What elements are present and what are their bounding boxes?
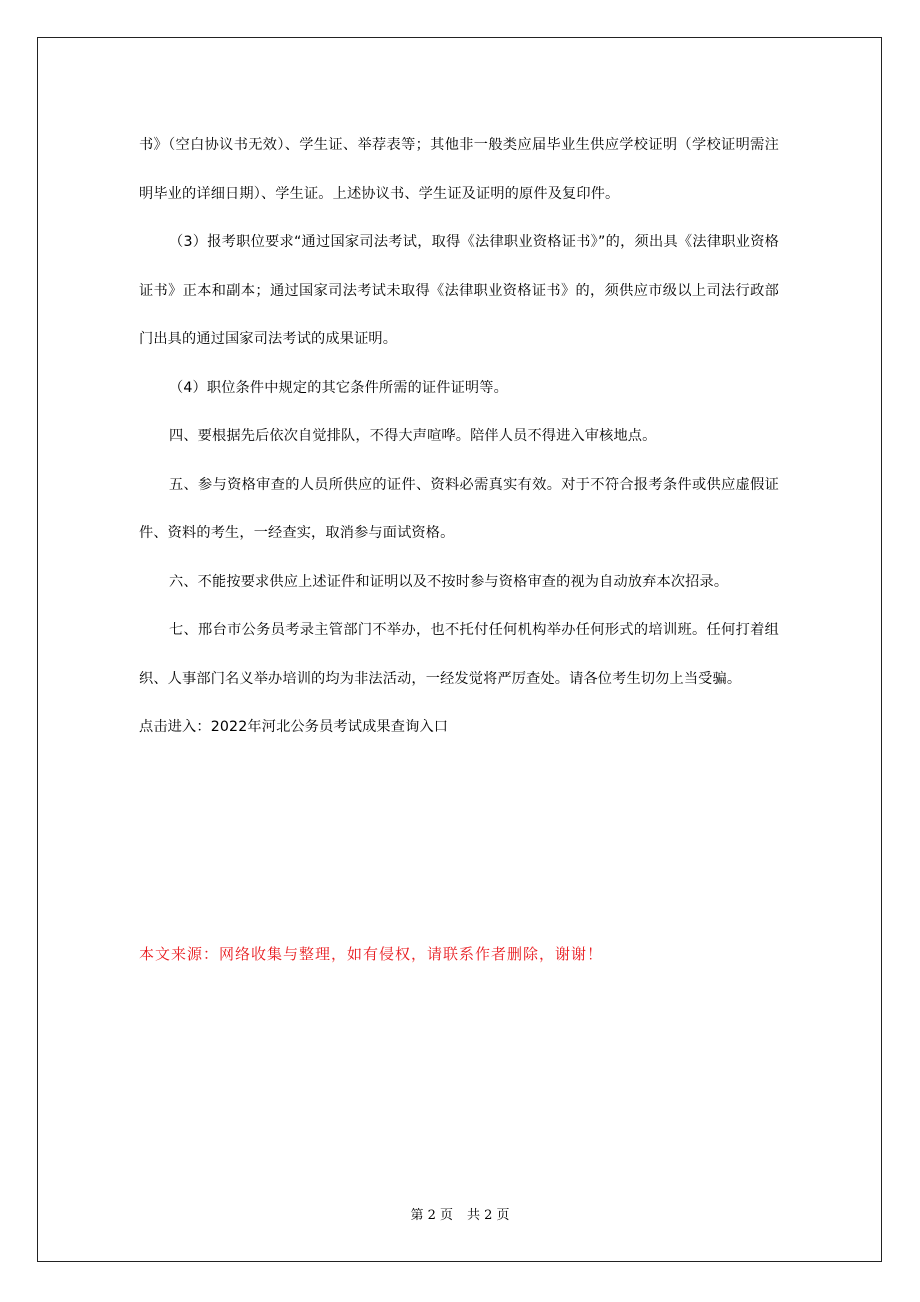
page-footer [0,1206,920,1226]
paragraph: 书》（空白协议书无效）、学生证、举荐表等；其他非一般类应届毕业生供应学校证明（学校证明需注明毕业的详细日期）、学生证。上述协议书、学生证及证明的原件及复印件。 [139,137,779,202]
paragraph: 七、邢台市公务员考录主管部门不举办，也不托付任何机构举办任何形式的培训班。任何打着组织、人事部门名义举办培训的均为非法活动，一经发觉将严厉查处。请各位考生切勿上当受骗。 [139,622,779,687]
total-pages: 共 2 页 [467,1208,510,1223]
page-number: 第 2 页 [410,1208,453,1223]
paragraph: 五、参与资格审查的人员所供应的证件、资料必需真实有效。对于不符合报考条件或供应虚假证件、资料的考生，一经查实，取消参与面试资格。 [139,476,779,541]
paragraph: 四、要根据先后依次自觉排队，不得大声喧哗。陪伴人员不得进入审核地点。 [169,428,657,444]
paragraph: 六、不能按要求供应上述证件和证明以及不按时参与资格审查的视为自动放弃本次招录。 [169,573,729,590]
result-query-link[interactable]: 点击进入：2022年河北公务员考试成果查询入口 [139,719,449,735]
document-body [139,121,779,752]
paragraph: （4）职位条件中规定的其它条件所需的证件证明等。 [169,379,508,396]
source-note: 本文来源：网络收集与整理，如有侵权，请联系作者删除，谢谢！ [139,945,604,963]
paragraph: （3）报考职位要求“通过国家司法考试，取得《法律职业资格证书》”的，须出具《法律职业资格证书》正本和副本；通过国家司法考试未取得《法律职业资格证书》的，须供应市级以上司法行政部门出具的通过国家司法考试的成果证明。 [139,234,779,347]
